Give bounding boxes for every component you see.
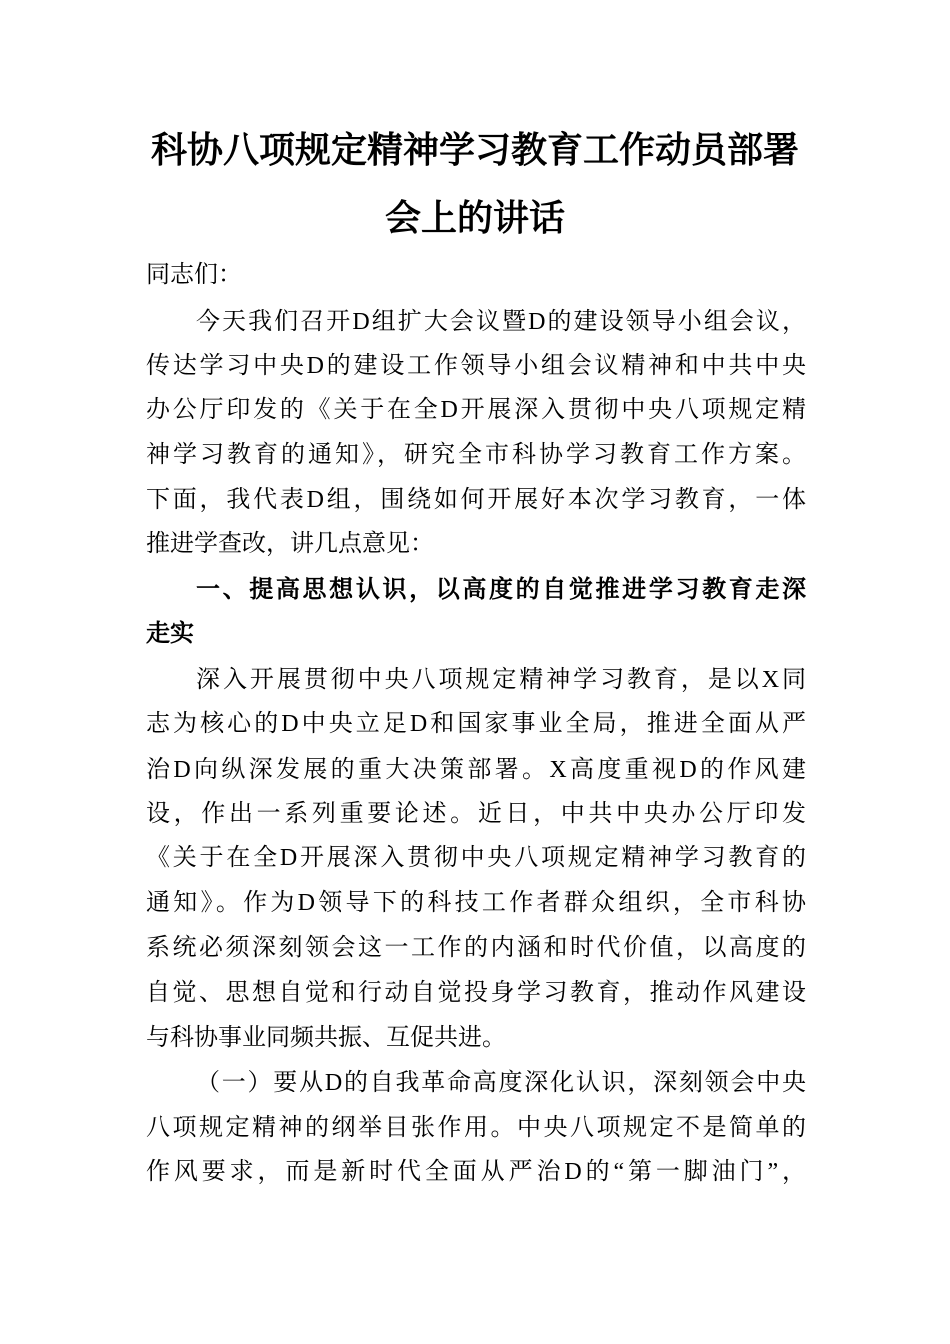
body-line: 传达学习中央D的建设工作领导小组会议精神和中共中央 (146, 353, 806, 379)
body-line: 设，作出一系列重要论述。近日，中共中央办公厅印发 (146, 801, 806, 827)
body-line: 志为核心的D中央立足D和国家事业全局，推进全面从严 (146, 711, 806, 737)
body-line: 八项规定精神的纲举目张作用。中央八项规定不是简单的 (146, 1115, 806, 1141)
body-line: 治D向纵深发展的重大决策部署。X高度重视D的作风建 (146, 757, 806, 783)
section-heading: 一、提高思想认识，以高度的自觉推进学习教育走深 (196, 576, 806, 603)
body-line: 神学习教育的通知》，研究全市科协学习教育工作方案。 (146, 442, 806, 468)
section-heading: 走实 (146, 620, 194, 647)
body-line: 与科协事业同频共振、互促共进。 (146, 1025, 506, 1051)
body-line: 下面，我代表D组，围绕如何开展好本次学习教育，一体 (146, 487, 806, 513)
document-title-line-1: 科协八项规定精神学习教育工作动员部署 (150, 130, 799, 170)
body-line: 作风要求，而是新时代全面从严治D的“第一脚油门”， (146, 1159, 806, 1185)
body-line: 《关于在全D开展深入贯彻中央八项规定精神学习教育的 (146, 845, 806, 871)
body-line: 今天我们召开D组扩大会议暨D的建设领导小组会议， (196, 309, 806, 335)
salutation: 同志们： (146, 262, 242, 288)
body-line: 推进学查改，讲几点意见： (146, 531, 434, 557)
body-line: 系统必须深刻领会这一工作的内涵和时代价值，以高度的 (146, 935, 806, 961)
body-line: 通知》。作为D领导下的科技工作者群众组织，全市科协 (146, 890, 806, 916)
body-line: 深入开展贯彻中央八项规定精神学习教育，是以X同 (196, 667, 806, 693)
document-title-line-2: 会上的讲话 (384, 198, 565, 238)
body-line: 办公厅印发的《关于在全D开展深入贯彻中央八项规定精 (146, 397, 806, 423)
body-line: 自觉、思想自觉和行动自觉投身学习教育，推动作风建设 (146, 980, 806, 1006)
subsection-heading: （一）要从D的自我革命高度深化认识，深刻领会中央 (196, 1070, 806, 1096)
